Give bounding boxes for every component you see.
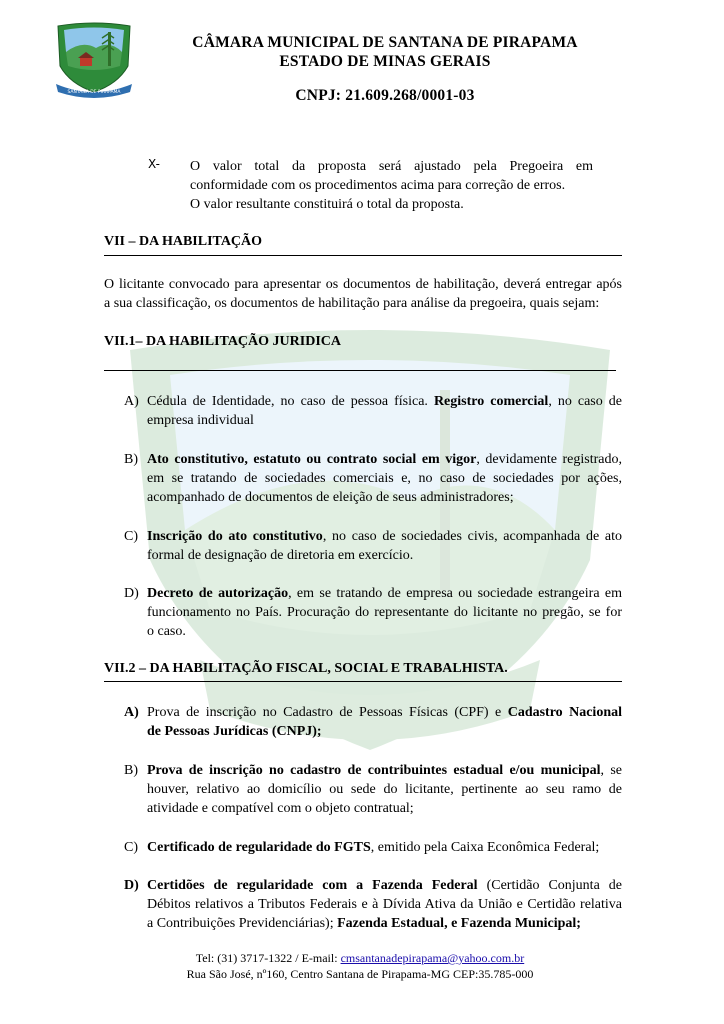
- municipal-crest-logo: [52, 22, 136, 98]
- item-text: empresa individual: [147, 413, 254, 428]
- item-text: a Contribuições Previdenciárias);: [147, 916, 334, 931]
- section-vii-paragraph: [104, 275, 622, 313]
- heading-rule: [104, 255, 622, 256]
- item-text: acompanhado de documentos de eleição de seus administradores;: [147, 490, 514, 505]
- text-line: a sua classificação, os documentos de habilitação para análise da pregoeira, quais sejam:: [104, 296, 600, 311]
- item-text-bold: Ato constitutivo, estatuto ou contrato social em vigor: [147, 452, 477, 467]
- item-text: formal de designação de diretoria em exercício.: [147, 548, 414, 563]
- footer-address: Rua São José, nº160, Centro Santana de Pirapama-MG CEP:35.785-000: [186, 967, 534, 981]
- item-text-bold: Cadastro Nacional: [507, 705, 623, 720]
- text-line: O licitante convocado para apresentar os documentos de habilitação, deverá entregar após: [104, 277, 622, 292]
- item-text: funcionamento no País. Procuração do representante do licitante no pregão, se for: [147, 605, 622, 620]
- heading-rule: [104, 681, 622, 682]
- item-label: A): [124, 394, 139, 409]
- item-text: o caso.: [147, 624, 186, 639]
- item-text-bold: Inscrição do ato constitutivo: [147, 529, 323, 544]
- email-link[interactable]: cmsantanadepirapama@yahoo.com.br: [340, 951, 525, 965]
- item-text: , se: [600, 763, 622, 778]
- item-label: B): [124, 452, 138, 467]
- council-name: CÂMARA MUNICIPAL DE SANTANA DE PIRAPAMA: [192, 34, 578, 51]
- item-text: houver, relativo ao domicílio ou sede do licitante, pertinente ao seu ramo de: [147, 782, 622, 797]
- item-x-label: X-: [148, 157, 160, 171]
- state-name: ESTADO DE MINAS GERAIS: [279, 53, 491, 70]
- cnpj: CNPJ: 21.609.268/0001-03: [295, 87, 475, 104]
- item-label: D): [124, 586, 139, 601]
- item-text: , devidamente registrado,: [476, 452, 622, 467]
- item-text-bold: Registro comercial: [433, 394, 549, 409]
- item-text-bold: Certidões de regularidade com a Fazenda Federal: [147, 878, 478, 893]
- item-label: C): [124, 840, 138, 855]
- item-label: A): [124, 705, 139, 720]
- text-line: O valor resultante constituirá o total da proposta.: [190, 197, 464, 212]
- section-heading-vii: VII – DA HABILITAÇÃO: [104, 234, 263, 249]
- item-text: , no caso de sociedades civis, acompanhada de ato: [322, 529, 622, 544]
- item-text-bold: de Pessoas Jurídicas (CNPJ);: [147, 724, 322, 739]
- logo-banner-text: SANTANA DE PIRAPAMA: [67, 90, 121, 95]
- item-text-bold: Prova de inscrição no cadastro de contribuintes estadual e/ou municipal: [147, 763, 601, 778]
- item-label: D): [124, 878, 139, 893]
- item-text: Cédula de Identidade, no caso de pessoa física.: [147, 394, 428, 409]
- footer-contact: [100, 951, 620, 966]
- section-heading-vii1: VII.1– DA HABILITAÇÃO JURIDICA: [104, 334, 341, 349]
- item-text-bold: Fazenda Estadual, e Fazenda Municipal;: [333, 916, 581, 931]
- item-text-bold: Certificado de regularidade do FGTS: [147, 840, 371, 855]
- text-line: conformidade com os procedimentos acima para correção de erros.: [190, 178, 566, 193]
- item-text: em se tratando de sociedades comerciais e, no caso de sociedades por ações,: [147, 471, 622, 486]
- item-text: , no caso de: [548, 394, 622, 409]
- item-text: (Certidão Conjunta de: [477, 878, 622, 893]
- item-text: atividade e compatível com o objeto contratual;: [147, 801, 414, 816]
- item-text: Débitos relativos a Tributos Federais e à Dívida Ativa da União e Certidão relativa: [147, 897, 622, 912]
- item-x-text: [190, 157, 593, 214]
- item-text: Prova de inscrição no Cadastro de Pessoas Físicas (CPF) e: [147, 705, 502, 720]
- item-text: , em se tratando de empresa ou sociedade estrangeira em: [288, 586, 622, 601]
- item-label: C): [124, 529, 138, 544]
- item-text: , emitido pela Caixa Econômica Federal;: [370, 840, 600, 855]
- heading-rule: [104, 370, 616, 371]
- footer-phone: Tel: (31) 3717-1322 / E-mail:: [195, 951, 341, 965]
- text-line: O valor total da proposta será ajustado pela Pregoeira em: [190, 159, 593, 174]
- section-heading-vii2: VII.2 – DA HABILITAÇÃO FISCAL, SOCIAL E TRABALHISTA.: [104, 661, 508, 676]
- item-text-bold: Decreto de autorização: [147, 586, 289, 601]
- item-label: B): [124, 763, 138, 778]
